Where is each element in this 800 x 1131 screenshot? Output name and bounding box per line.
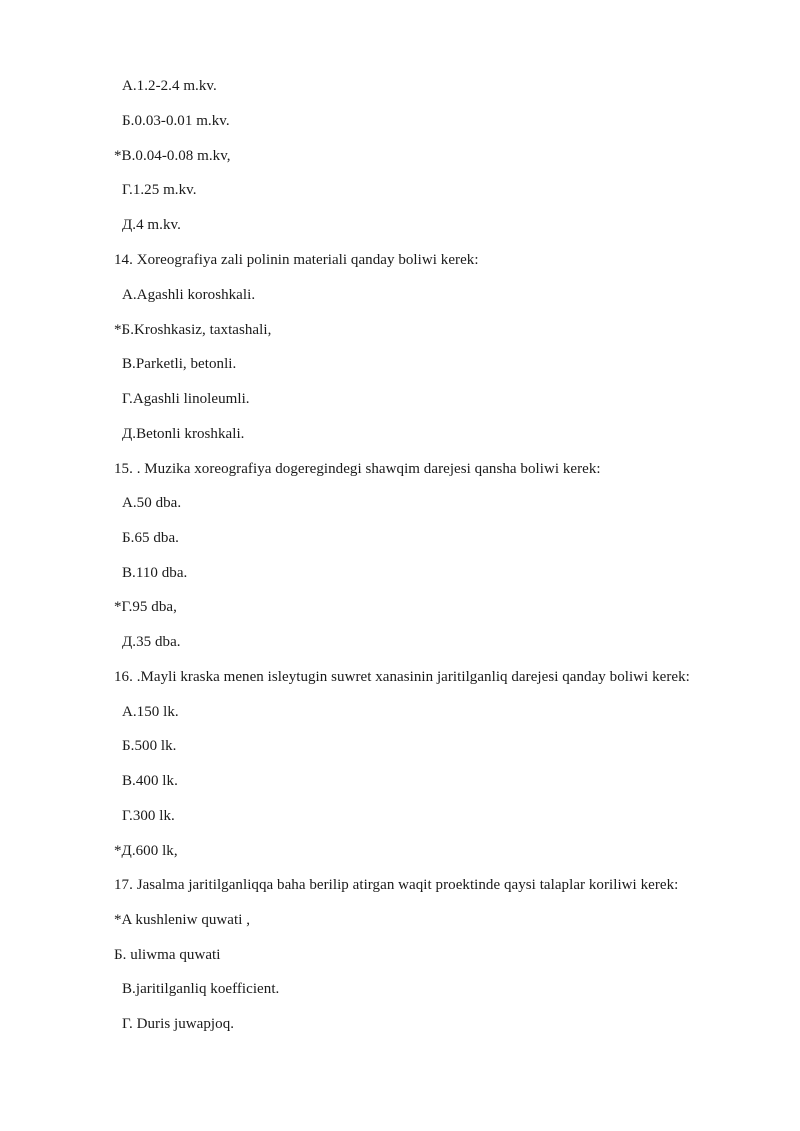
answer-option: В.400 lk. (122, 773, 178, 789)
correct-answer-option: *Б.Kroshkasiz, taxtashali, (114, 322, 272, 338)
question-17: 17. Jasalma jaritilganliqqa baha berilip atirgan waqit proektinde qaysi talaplar koriliwi kerek: (114, 877, 679, 893)
answer-option: А.50 dba. (122, 495, 182, 511)
answer-option: Б.0.03-0.01 m.kv. (122, 113, 230, 129)
answer-option: Г.1.25 m.kv. (122, 182, 197, 198)
answer-option: Б.65 dba. (122, 530, 179, 546)
question-15: 15. . Muzika xoreografiya dogeregindegi shawqim darejesi qansha boliwi kerek: (114, 461, 601, 477)
question-14: 14. Xoreografiya zali polinin materiali qanday boliwi kerek: (114, 252, 479, 268)
answer-option: В.110 dba. (122, 565, 188, 581)
answer-option: Д.4 m.kv. (122, 217, 181, 233)
answer-option: Д.Betonli kroshkali. (122, 426, 245, 442)
correct-answer-option: *A kushleniw quwati , (114, 912, 251, 928)
correct-answer-option: *Д.600 lk, (114, 843, 178, 859)
answer-option: А.Agashli koroshkali. (122, 287, 256, 303)
answer-option: Б. uliwma quwati (114, 947, 221, 963)
answer-option: Г.Agashli linoleumli. (122, 391, 250, 407)
answer-option: Д.35 dba. (122, 634, 181, 650)
correct-answer-option: *Г.95 dba, (114, 599, 177, 615)
answer-option: А.150 lk. (122, 704, 179, 720)
answer-option: Г.300 lk. (122, 808, 175, 824)
correct-answer-option: *В.0.04-0.08 m.kv, (114, 148, 231, 164)
question-16: 16. .Mayli kraska menen isleytugin suwret xanasinin jaritilganliq darejesi qanday boliwi kerek: (114, 669, 690, 685)
answer-option: В.jaritilganliq koefficient. (122, 981, 280, 997)
answer-option: В.Parketli, betonli. (122, 356, 237, 372)
answer-option: Б.500 lk. (122, 738, 177, 754)
answer-option: Г. Duris juwapjoq. (122, 1016, 235, 1032)
answer-option: А.1.2-2.4 m.kv. (122, 78, 217, 94)
